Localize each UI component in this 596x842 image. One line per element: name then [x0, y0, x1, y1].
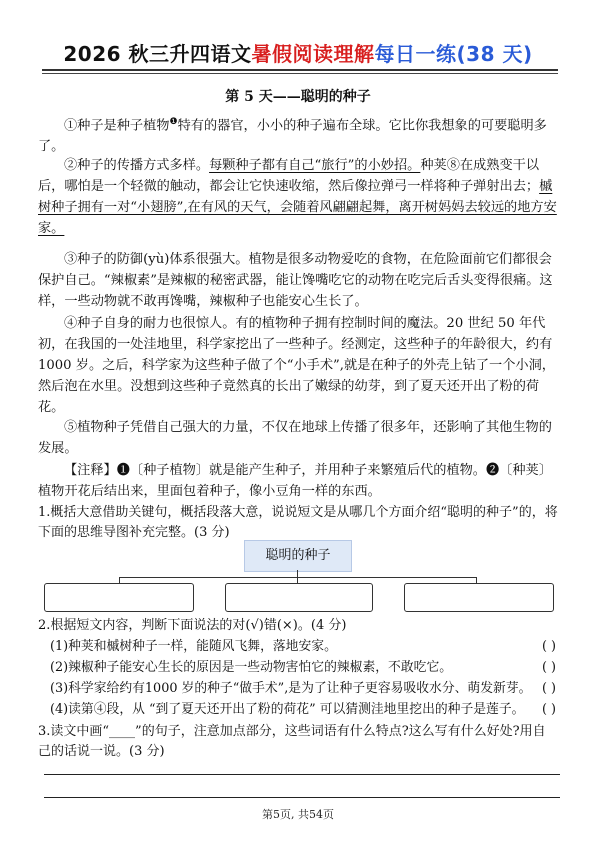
paragraph-3: ③种子的防御(yù)体系很强大。植物是很多动物爱吃的食物，在危险面前它们都很会保护自己。“辣椒素”是辣椒的秘密武器，能让馋嘴吃它的动物在吃完后舌头变得很痛。这样，一些动物就不敢再馋嘴，辣椒种子也能安心生长了。 [38, 252, 553, 309]
q2-item-3: (3)科学家给约有1000 岁的种子“做手术”,是为了让种子更容易吸收水分、萌发新芽。 ( ) [50, 679, 556, 699]
underlined-sentence-1: 每颗种子都有自己“旅行”的小妙招。 [209, 158, 421, 173]
header-rule-top [42, 69, 558, 71]
answer-line-2[interactable] [44, 797, 560, 798]
answer-line-1[interactable] [44, 774, 560, 775]
header-grade: 2026 秋三升四语文 [63, 42, 252, 66]
mind-map-center: 聪明的种子 [244, 540, 352, 572]
question-2: 2.根据短文内容，判断下面说法的对(√)错(×)。(4 分) [38, 618, 347, 633]
underlined-sentence-2: 槭树种子拥有一对“小翅膀”,在有风的天气，会随着风翩翩起舞，离开树妈妈去较远的地方安家。 [38, 179, 557, 236]
paragraph-4: ④种子自身的耐力也很惊人。有的植物种子拥有控制时间的魔法。20 世纪 50 年代初，在我国的一处洼地里，科学家挖出了一些种子。经测定，这些种子的年龄很大，约有 1000 岁。之后，科学家为这些种子做了个“小手术”,就是在种子的外壳上钻了一个小洞，然后泡在水里。没想到这些种子竟然真的长出了嫩绿的幼芽，到了夏天还开出了粉的荷花。 [38, 316, 555, 415]
header-topic: 暑假阅读理解 [251, 42, 375, 66]
header-series: 每日一练(38 天) [374, 42, 533, 66]
q2-item-4: (4)读第④段，从 “到了夏天还开出了粉的荷花” 可以猜测洼地里挖出的种子是莲子。 ( ) [50, 700, 556, 720]
lesson-title: 第 5 天——聪明的种子 [225, 89, 371, 105]
header-rule-bottom [42, 73, 558, 74]
mind-map-answer-box-3[interactable] [404, 583, 554, 612]
answer-paren-1[interactable]: ( ) [541, 639, 556, 654]
mind-map-answer-box-1[interactable] [44, 583, 194, 612]
paragraph-5: ⑤植物种子凭借自己强大的力量，不仅在地球上传播了很多年，还影响了其他生物的发展。 [38, 420, 552, 456]
annotation-note: 【注释】❶〔种子植物〕就是能产生种子，并用种子来繁殖后代的植物。❷〔种荚〕植物开花后结出来，里面包着种子，像小豆角一样的东西。 [38, 463, 552, 499]
question-3: 3.读文中画“____”的句子，注意加点部分，这些词语有什么特点?这么写有什么好处?用自己的话说一说。(3 分) [38, 724, 546, 759]
page-footer: 第5页, 共54页 [262, 808, 334, 821]
q2-item-2: (2)辣椒种子能安心生长的原因是一些动物害怕它的辣椒素，不敢吃它。 ( ) [50, 658, 556, 678]
paragraph-1: ①种子是种子植物$^❶$特有的器官，小小的种子遍布全球。它比你我想象的可要聪明多了。 [38, 117, 547, 155]
page-header-banner [0, 38, 596, 67]
q2-item-1: (1)种荚和槭树种子一样，能随风飞舞，落地安家。 ( ) [50, 637, 556, 657]
paragraph-2: ②种子的传播方式多样。每颗种子都有自己“旅行”的小妙招。种荚⑧在成熟变干以后，哪怕是一个轻微的触动，都会让它快速收缩，然后像拉弹弓一样将种子弹射出去；槭树种子拥有一对“小翅膀”,在有风的天气，会随着风翩翩起舞，离开树妈妈去较远的地方安家。 [38, 158, 557, 236]
mind-map-answer-box-2[interactable] [225, 583, 373, 612]
question-1: 1.概括大意借助关键句，概括段落大意，说说短文是从哪几个方面介绍“聪明的种子”的，将下面的思维导图补充完整。(3 分) [38, 505, 558, 540]
answer-paren-2[interactable]: ( ) [541, 660, 556, 675]
answer-paren-4[interactable]: ( ) [541, 702, 556, 717]
answer-paren-3[interactable]: ( ) [541, 681, 556, 696]
